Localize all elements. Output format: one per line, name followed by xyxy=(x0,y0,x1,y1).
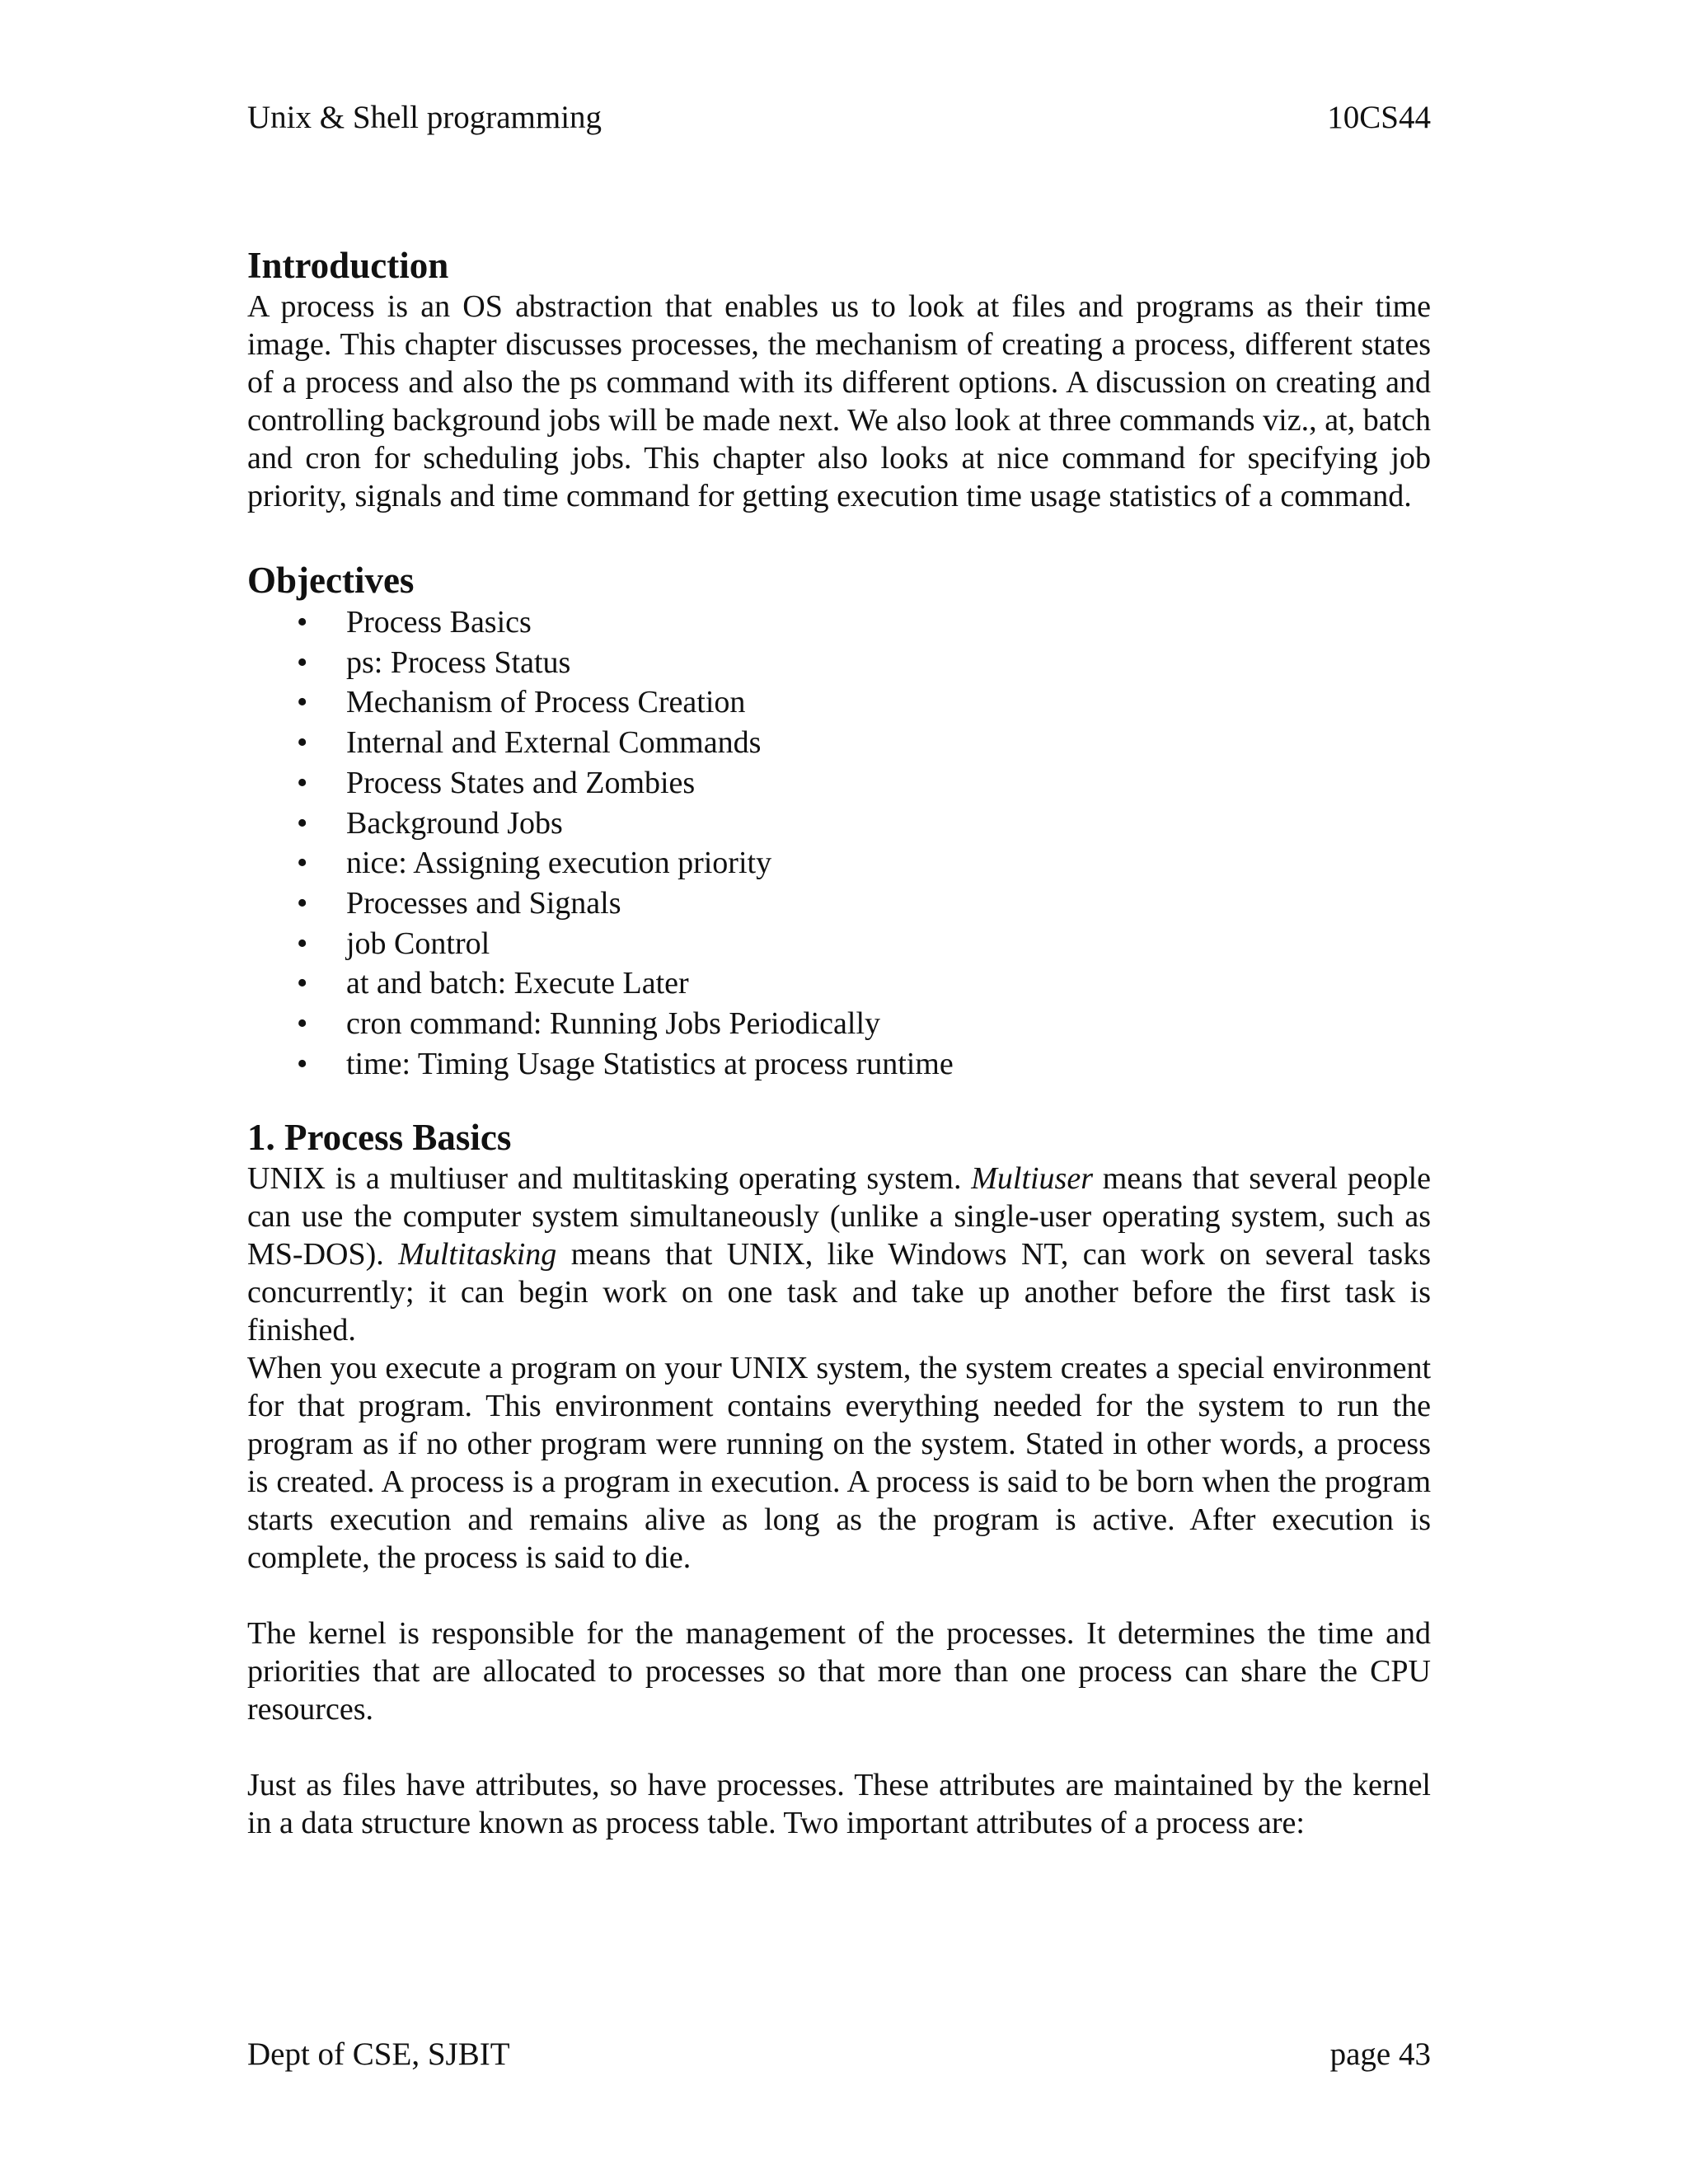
running-footer xyxy=(247,2036,1431,2077)
list-item xyxy=(297,924,1431,964)
bullet-icon: • xyxy=(297,966,308,1001)
page-number: page 43 xyxy=(1329,2036,1431,2072)
course-code: 10CS44 xyxy=(1327,100,1431,135)
multiuser-paragraph xyxy=(247,1160,1431,1349)
list-item xyxy=(297,1044,1431,1085)
running-header xyxy=(247,99,1431,140)
page-content xyxy=(247,243,1431,1842)
multitasking-term: Multitasking xyxy=(398,1237,557,1272)
kernel-paragraph: The kernel is responsible for the management of the processes. It determines the time and priorities that are allocated to processes so that more than one process can share the CPU resources. xyxy=(247,1616,1431,1727)
bullet-icon: • xyxy=(297,1006,308,1042)
bullet-icon: • xyxy=(297,1046,308,1081)
bullet-icon: • xyxy=(297,605,308,640)
text-run: means that UNIX, like Windows NT, can work on several tasks concurrently; it can begin work on one task and take up another before the first task is finished. xyxy=(247,1237,1431,1348)
objective-label: Internal and External Commands xyxy=(346,725,762,761)
list-item xyxy=(297,723,1431,763)
objective-label: Background Jobs xyxy=(346,805,563,841)
objective-label: Processes and Signals xyxy=(346,885,621,921)
objective-label: at and batch: Execute Later xyxy=(346,966,689,1001)
multiuser-term: Multiuser xyxy=(971,1161,1094,1197)
list-item xyxy=(297,963,1431,1004)
bullet-icon: • xyxy=(297,644,308,680)
course-title: Unix & Shell programming xyxy=(247,100,603,135)
list-item xyxy=(297,843,1431,883)
bullet-icon: • xyxy=(297,885,308,921)
objective-label: time: Timing Usage Statistics at process runtime xyxy=(346,1046,954,1081)
objective-label: Process States and Zombies xyxy=(346,765,696,800)
list-item xyxy=(297,1004,1431,1044)
list-item xyxy=(297,602,1431,643)
list-item xyxy=(297,883,1431,924)
objective-label: cron command: Running Jobs Periodically xyxy=(346,1006,881,1042)
bullet-icon: • xyxy=(297,805,308,841)
process-basics-heading: 1. Process Basics xyxy=(247,1117,512,1159)
objective-label: ps: Process Status xyxy=(346,644,571,680)
bullet-icon: • xyxy=(297,685,308,720)
objective-label: nice: Assigning execution priority xyxy=(346,846,772,881)
process-creation-paragraph: When you execute a program on your UNIX system, the system creates a special environment for that program. This environment contains everything needed for the system to run the program as if no other program were running on the system. Stated in other words, a process is created. A process is a program in execution. A process is said to be born when the program starts execution and remains alive as long as the program is active. After execution is complete, the process is said to die. xyxy=(247,1351,1431,1576)
document-page xyxy=(247,0,1431,2184)
bullet-icon: • xyxy=(297,846,308,881)
text-run: means that several people can use the computer system simultaneously (unlike a single-user operating system, such as MS-DOS). xyxy=(247,1161,1431,1272)
list-item xyxy=(297,643,1431,683)
list-item xyxy=(297,804,1431,844)
bullet-icon: • xyxy=(297,926,308,961)
attributes-paragraph: Just as files have attributes, so have processes. These attributes are maintained by the kernel in a data structure known as process table. Two important attributes of a process are: xyxy=(247,1768,1431,1841)
bullet-icon: • xyxy=(297,725,308,761)
objective-label: Mechanism of Process Creation xyxy=(346,685,746,720)
objectives-heading: Objectives xyxy=(247,560,415,601)
list-item xyxy=(297,682,1431,723)
department-label: Dept of CSE, SJBIT xyxy=(247,2036,510,2072)
text-run: UNIX is a multiuser and multitasking operating system. xyxy=(247,1161,972,1197)
objective-label: job Control xyxy=(346,926,490,961)
introduction-heading: Introduction xyxy=(247,245,449,286)
objectives-list xyxy=(247,602,1431,1084)
introduction-paragraph: A process is an OS abstraction that enables us to look at files and programs as their time image. This chapter discusses processes, the mechanism of creating a process, different states of a process and also the ps command with its different options. A discussion on creating and controlling background jobs will be made next. We also look at three commands viz., at, batch and cron for scheduling jobs. This chapter also looks at nice command for specifying job priority, signals and time command for getting execution time usage statistics of a command. xyxy=(247,289,1431,513)
objective-label: Process Basics xyxy=(346,605,532,640)
list-item xyxy=(297,763,1431,804)
bullet-icon: • xyxy=(297,765,308,800)
